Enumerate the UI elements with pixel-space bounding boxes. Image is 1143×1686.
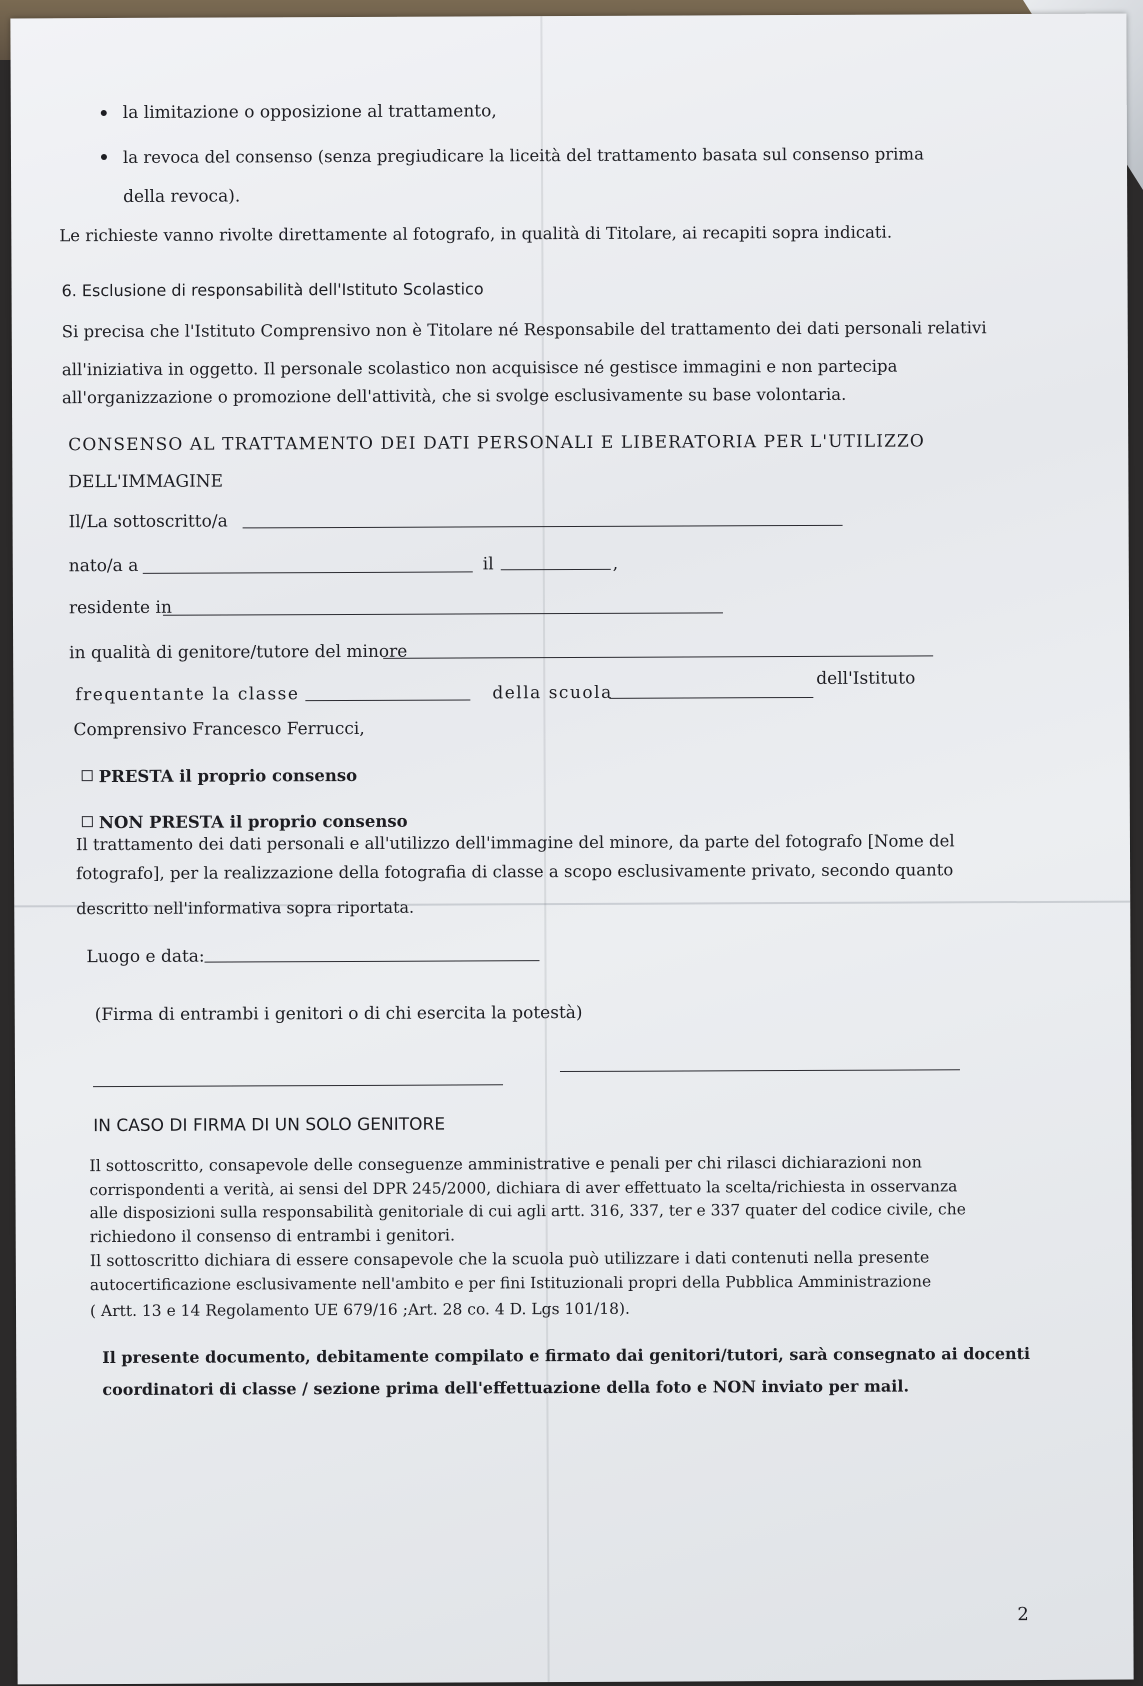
requests-note: Le richieste vanno rivolte direttamente al fotografo, in qualità di Titolare, ai recapiti sopra indicati. xyxy=(59,222,893,246)
institute-label: dell'Istituto xyxy=(816,668,916,689)
single-parent-text: autocertificazione esclusivamente nell'ambito e per fini Istituzionali propri della Pubblica Amministrazione xyxy=(89,1272,932,1295)
signature-field[interactable] xyxy=(560,1069,960,1072)
final-note: coordinatori di classe / sezione prima dell'effettuazione della foto e NON inviato per mail. xyxy=(102,1376,910,1400)
consent-title: DELL'IMMAGINE xyxy=(68,471,224,493)
institute-name: Comprensivo Francesco Ferrucci, xyxy=(73,718,365,741)
born-date-label: il xyxy=(482,554,494,575)
signature-field[interactable] xyxy=(93,1084,503,1087)
consent-text: Il trattamento dei dati personali e all'utilizzo dell'immagine del minore, da parte del fotografo [Nome del xyxy=(75,831,955,855)
bullet-icon xyxy=(101,110,107,116)
single-parent-title: IN CASO DI FIRMA DI UN SOLO GENITORE xyxy=(93,1114,446,1137)
single-parent-text: richiedono il consenso di entrambi i genitori. xyxy=(89,1225,456,1247)
single-parent-text: corrispondenti a verità, ai sensi del DPR 245/2000, dichiara di aver effettuato la scelta/richiesta in osservanza xyxy=(89,1177,958,1200)
place-date-field[interactable] xyxy=(204,960,539,962)
bullet-text: la revoca del consenso (senza pregiudicare la liceità del trattamento basata sul consenso prima xyxy=(122,144,924,167)
section-6-line: Si precisa che l'Istituto Comprensivo non è Titolare né Responsabile del trattamento dei dati personali relativi xyxy=(61,318,987,342)
single-parent-text: Il sottoscritto dichiara di essere consapevole che la scuola può utilizzare i dati contenuti nella presente xyxy=(89,1247,930,1271)
section-6-line: all'organizzazione o promozione dell'attività, che si svolge esclusivamente su base volontaria. xyxy=(61,384,847,408)
birthdate-field[interactable] xyxy=(501,569,611,570)
class-label: frequentante la classe xyxy=(75,684,300,706)
minor-name-field[interactable] xyxy=(383,655,933,658)
bullet-text: della revoca). xyxy=(123,186,241,207)
signature-note: (Firma di entrambi i genitori o di chi esercita la potestà) xyxy=(94,1002,583,1026)
section-6-line: all'iniziativa in oggetto. Il personale scolastico non acquisisce né gestisce immagini e non partecipa xyxy=(61,356,898,380)
consent-text: fotografo], per la realizzazione della fotografia di classe a scopo esclusivamente privato, secondo quanto xyxy=(76,860,954,884)
class-field[interactable] xyxy=(305,699,470,701)
residence-label: residente in xyxy=(68,597,172,619)
option-label: PRESTA il proprio consenso xyxy=(98,765,358,787)
single-parent-text: Il sottoscritto, consapevole delle conseguenze amministrative e penali per chi rilasci dichiarazioni non xyxy=(89,1152,922,1176)
school-label: della scuola xyxy=(492,682,613,704)
section-6-title: 6. Esclusione di responsabilità dell'Istituto Scolastico xyxy=(61,279,484,301)
school-field[interactable] xyxy=(609,697,813,699)
document-page xyxy=(10,14,1133,1685)
place-date-label: Luogo e data: xyxy=(86,946,205,968)
single-parent-text: alle disposizioni sulla responsabilità genitoriale di cui agli artt. 316, 337, ter e 337 quater del codice civile, che xyxy=(89,1200,966,1223)
residence-field[interactable] xyxy=(163,612,723,615)
birthplace-field[interactable] xyxy=(143,571,473,573)
checkbox[interactable] xyxy=(82,770,93,781)
page-number: 2 xyxy=(1017,1604,1029,1626)
consent-title: CONSENSO AL TRATTAMENTO DEI DATI PERSONALI E LIBERATORIA PER L'UTILIZZO xyxy=(68,431,925,456)
born-label: nato/a a xyxy=(68,555,139,577)
final-note: Il presente documento, debitamente compilato e firmato dai genitori/tutori, sarà consegnato ai docenti xyxy=(102,1344,1031,1368)
bullet-text: la limitazione o opposizione al trattamento, xyxy=(122,101,497,123)
consent-text: descritto nell'informativa sopra riportata. xyxy=(76,897,415,919)
bullet-icon xyxy=(101,154,107,160)
consent-option-give[interactable] xyxy=(82,765,358,788)
undersigned-label: Il/La sottoscritto/a xyxy=(68,511,228,533)
comma: , xyxy=(612,553,619,574)
role-label: in qualità di genitore/tutore del minore xyxy=(69,641,408,664)
consent-option-deny[interactable] xyxy=(82,811,408,834)
option-label: NON PRESTA il proprio consenso xyxy=(98,811,408,833)
checkbox[interactable] xyxy=(82,816,93,827)
single-parent-text: ( Artt. 13 e 14 Regolamento UE 679/16 ;Art. 28 co. 4 D. Lgs 101/18). xyxy=(89,1299,631,1321)
